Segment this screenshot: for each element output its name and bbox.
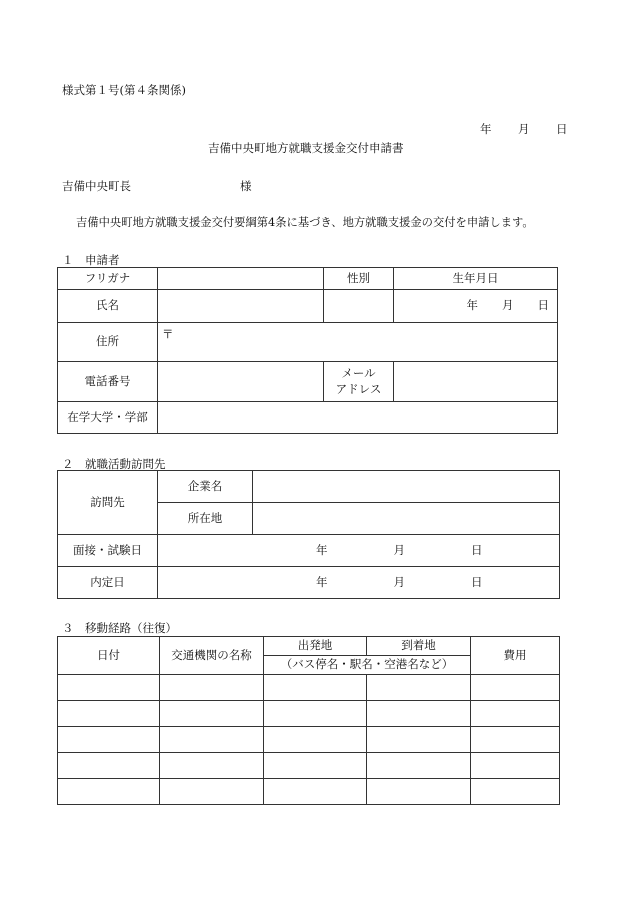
cost-header: 費用 <box>471 637 560 675</box>
row-arrival[interactable] <box>367 753 471 779</box>
row-cost[interactable] <box>471 675 560 701</box>
postal-mark: 〒 <box>162 327 174 341</box>
route-table <box>57 636 560 805</box>
birth-day: 日 <box>537 298 549 313</box>
row-arrival[interactable] <box>367 701 471 727</box>
row-cost[interactable] <box>471 753 560 779</box>
table-row <box>58 753 560 779</box>
company-label: 企業名 <box>158 471 253 503</box>
section3-heading: ３ 移動経路（往復） <box>62 621 177 635</box>
arrival-header: 到着地 <box>367 637 471 656</box>
row-departure[interactable] <box>264 701 367 727</box>
visit-label: 訪問先 <box>58 471 158 535</box>
table-row <box>58 727 560 753</box>
birthdate-label: 生年月日 <box>394 268 558 290</box>
row-departure[interactable] <box>264 675 367 701</box>
row-date[interactable] <box>58 753 160 779</box>
date-day: 日 <box>556 122 568 136</box>
row-arrival[interactable] <box>367 675 471 701</box>
location-field[interactable] <box>253 503 560 535</box>
furigana-field[interactable] <box>158 268 324 290</box>
interview-date-field[interactable] <box>158 535 560 567</box>
row-arrival[interactable] <box>367 727 471 753</box>
job-visit-table <box>57 470 560 599</box>
table-row <box>58 701 560 727</box>
offer-date-field[interactable] <box>158 567 560 599</box>
interview-day: 日 <box>471 542 483 557</box>
form-number: 様式第１号(第４条関係) <box>62 83 186 97</box>
addressee: 吉備中央町長 <box>62 179 131 193</box>
date-header: 日付 <box>58 637 160 675</box>
date-month: 月 <box>518 122 530 136</box>
row-transport[interactable] <box>160 701 264 727</box>
gender-field[interactable] <box>324 290 394 323</box>
interview-date-label: 面接・試験日 <box>58 535 158 567</box>
name-label: 氏名 <box>58 290 158 323</box>
row-departure[interactable] <box>264 753 367 779</box>
row-transport[interactable] <box>160 675 264 701</box>
school-label: 在学大学・学部 <box>58 402 158 434</box>
gender-label: 性別 <box>324 268 394 290</box>
applicant-table <box>57 267 558 434</box>
furigana-label: フリガナ <box>58 268 158 290</box>
place-note: （バス停名・駅名・空港名など） <box>264 656 471 675</box>
row-arrival[interactable] <box>367 779 471 805</box>
row-date[interactable] <box>58 779 160 805</box>
email-label <box>324 362 394 402</box>
offer-date-label: 内定日 <box>58 567 158 599</box>
location-label: 所在地 <box>158 503 253 535</box>
company-field[interactable] <box>253 471 560 503</box>
offer-year: 年 <box>316 574 328 589</box>
offer-day: 日 <box>471 574 483 589</box>
row-date[interactable] <box>58 675 160 701</box>
row-transport[interactable] <box>160 753 264 779</box>
row-cost[interactable] <box>471 727 560 753</box>
document-title: 吉備中央町地方就職支援金交付申請書 <box>208 141 404 155</box>
birthdate-field[interactable] <box>394 290 558 323</box>
section2-heading: ２ 就職活動訪問先 <box>62 457 166 471</box>
phone-field[interactable] <box>158 362 324 402</box>
email-label-line2: アドレス <box>335 381 382 396</box>
birth-month: 月 <box>502 298 514 313</box>
date-year: 年 <box>480 122 492 136</box>
section1-heading: １ 申請者 <box>62 253 120 267</box>
row-cost[interactable] <box>471 701 560 727</box>
email-field[interactable] <box>394 362 558 402</box>
intro-text: 吉備中央町地方就職支援金交付要綱第4条に基づき、地方就職支援金の交付を申請します。 <box>76 216 534 229</box>
row-cost[interactable] <box>471 779 560 805</box>
row-transport[interactable] <box>160 779 264 805</box>
phone-label: 電話番号 <box>58 362 158 402</box>
interview-month: 月 <box>393 542 405 557</box>
birth-year: 年 <box>466 298 478 313</box>
row-transport[interactable] <box>160 727 264 753</box>
row-departure[interactable] <box>264 779 367 805</box>
school-field[interactable] <box>158 402 558 434</box>
honorific: 様 <box>240 179 252 193</box>
address-field[interactable] <box>158 323 558 362</box>
departure-header: 出発地 <box>264 637 367 656</box>
table-row <box>58 675 560 701</box>
table-row <box>58 779 560 805</box>
transport-header: 交通機関の名称 <box>160 637 264 675</box>
address-label: 住所 <box>58 323 158 362</box>
name-field[interactable] <box>158 290 324 323</box>
row-date[interactable] <box>58 701 160 727</box>
row-date[interactable] <box>58 727 160 753</box>
row-departure[interactable] <box>264 727 367 753</box>
interview-year: 年 <box>316 542 328 557</box>
email-label-line1: メール <box>341 365 376 380</box>
offer-month: 月 <box>393 574 405 589</box>
